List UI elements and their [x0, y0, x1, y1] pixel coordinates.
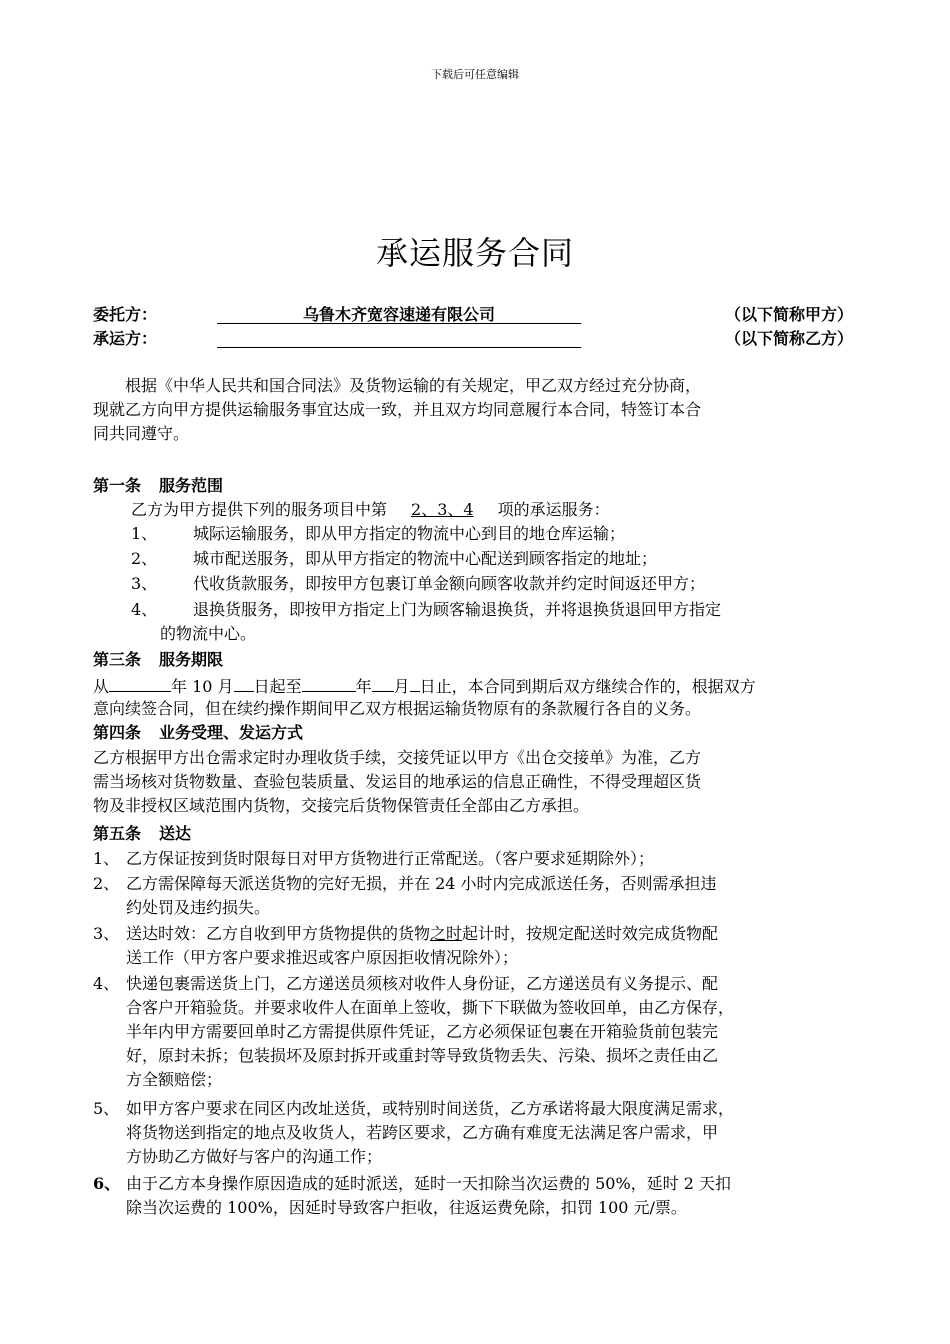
article1-item-cont: 的物流中心。: [160, 624, 257, 643]
article5-line: 如甲方客户要求在同区内改址送货，或特别时间送货，乙方承诺将最大限度满足需求，: [126, 1099, 735, 1118]
service-items-field[interactable]: 2、3、4: [411, 500, 474, 519]
article4-number: 第四条: [93, 723, 142, 742]
article4-line: 物及非授权区域范围内货物，交接完后货物保管责任全部由乙方承担。: [93, 796, 590, 815]
article1-item-text: 城市配送服务，即从甲方指定的物流中心配送到顾客指定的地址；: [193, 549, 658, 568]
start-year-field[interactable]: [109, 673, 171, 692]
article5-line-part: 送达时效：乙方自收到甲方货物提供的货物: [126, 924, 431, 943]
article5-item-number: 2、: [93, 874, 120, 893]
header-note: 下载后可任意编辑: [431, 68, 519, 81]
article5-line: 合客户开箱验货。并要求收件人在面单上签收，撕下下联做为签收回单，由乙方保存，: [126, 998, 735, 1017]
article1-item: 3、: [131, 574, 158, 593]
article3-number: 第三条: [93, 650, 142, 669]
article1-lead-text-after: 项的承运服务：: [497, 500, 610, 519]
article5-item: [126, 922, 846, 970]
article5-item-number: 1、: [93, 849, 120, 868]
article4-title: 业务受理、发运方式: [159, 723, 304, 742]
article5-line: 快递包裹需送货上门，乙方递送员须核对收件人身份证，乙方递送员有义务提示、配: [126, 974, 719, 993]
term-month2: 月: [393, 677, 410, 696]
carrier-name-field[interactable]: [217, 326, 581, 348]
article1-item-text: 退换货服务，即按甲方指定上门为顾客输退换货，并将退换货退回甲方指定: [193, 600, 722, 619]
article5-item-number: 4、: [93, 974, 120, 993]
article4-line: 乙方根据甲方出仓需求定时办理收货手续，交接凭证以甲方《出仓交接单》为准，乙方: [93, 748, 702, 767]
end-month-field[interactable]: [372, 673, 394, 692]
article5-item-number: 6、: [93, 1174, 121, 1193]
term-from: 从: [93, 677, 110, 696]
term-year2: 年: [355, 677, 372, 696]
article1-title: 服务范围: [159, 476, 224, 495]
article5-line: 除当次运费的 100%，因延时导致客户拒收，往返运费免除，扣罚 100 元/票。: [126, 1198, 687, 1217]
article5-line: 方全额赔偿；: [126, 1070, 223, 1089]
article4-line: 需当场核对货物数量、查验包装质量、发运目的地承运的信息正确性，不得受理超区货: [93, 772, 702, 791]
page-title: 承运服务合同: [375, 234, 574, 272]
end-day-field[interactable]: [410, 673, 420, 692]
article1-lead-text: 乙方为甲方提供下列的服务项目中第: [131, 500, 388, 519]
article5-item: [126, 847, 846, 871]
article3-title: 服务期限: [159, 650, 224, 669]
article5-line: 乙方保证按到货时限每日对甲方货物进行正常配送。（客户要求延期除外）；: [126, 849, 655, 868]
term-year1: 年 10 月: [171, 677, 234, 696]
article1-number: 第一条: [93, 476, 142, 495]
article1-item: 2、: [131, 549, 158, 568]
article5-line-underlined: 之时: [430, 924, 463, 943]
article1-heading: [93, 474, 838, 498]
article5-line: 好，原封未拆；包装损坏及原封拆开或重封等导致货物丢失、污染、损坏之责任由乙: [126, 1046, 719, 1065]
article1-item-text: 代收货款服务，即按甲方包裹订单金额向顾客收款并约定时间返还甲方；: [193, 574, 706, 593]
term-rest: 日止，本合同到期后双方继续合作的，根据双方: [419, 677, 756, 696]
article5-line: 将货物送到指定的地点及收货人，若跨区要求，乙方确有难度无法满足客户需求，甲: [126, 1123, 719, 1142]
article5-line: 约处罚及违约损失。: [126, 898, 271, 917]
article5-line: [126, 922, 846, 946]
article5-item: [126, 872, 846, 920]
intro-paragraph: [93, 374, 838, 446]
article1-lead: [131, 498, 876, 522]
carrier-note: （以下简称乙方）: [724, 329, 853, 348]
article5-number: 第五条: [93, 824, 142, 843]
consignor-label: 委托方：: [93, 305, 158, 324]
article5-line: 方协助乙方做好与客户的沟通工作；: [126, 1147, 383, 1166]
start-day-field[interactable]: [234, 673, 254, 692]
intro-line: 根据《中华人民共和国合同法》及货物运输的有关规定，甲乙双方经过充分协商，: [125, 376, 702, 395]
article5-title: 送达: [159, 824, 192, 843]
article3-heading: [93, 648, 838, 672]
article5-heading: [93, 822, 838, 846]
article5-line: 乙方需保障每天派送货物的完好无损，并在 24 小时内完成派送任务，否则需承担违: [126, 874, 717, 893]
article5-line: 送工作（甲方客户要求推迟或客户原因拒收情况除外）；: [126, 948, 519, 967]
article5-line: 由于乙方本身操作原因造成的延时派送，延时一天扣除当次运费的 50%，延时 2 天扣: [126, 1174, 732, 1193]
article5-item-number: 5、: [93, 1099, 120, 1118]
carrier-row: [93, 326, 853, 352]
intro-line: 同共同遵守。: [93, 424, 190, 443]
item-number: 1、: [131, 524, 158, 543]
article5-line: 半年内甲方需要回单时乙方需提供原件凭证，乙方必须保证包裹在开箱验货前包装完: [126, 1022, 719, 1041]
article1-item: [131, 522, 157, 546]
term-day1: 日起至: [253, 677, 302, 696]
consignor-name-field[interactable]: 乌鲁木齐宽容速递有限公司: [217, 302, 581, 324]
article1-item-text: 城际运输服务，即从甲方指定的物流中心到目的地仓库运输；: [193, 524, 626, 543]
consignor-row: [93, 302, 853, 328]
article5-item: [126, 1172, 846, 1220]
article5-item: [126, 1097, 856, 1169]
intro-line: 现就乙方向甲方提供运输服务事宜达成一致，并且双方均同意履行本合同，特签订本合: [93, 400, 702, 419]
article1-item: 4、: [131, 600, 158, 619]
article3-term-line: [93, 673, 838, 699]
end-year-field[interactable]: [302, 673, 356, 692]
consignor-note: （以下简称甲方）: [724, 305, 853, 324]
article3-line2: 意向续签合同，但在续约操作期间甲乙双方根据运输货物原有的条款履行各自的义务。: [93, 699, 702, 718]
article4-heading: [93, 721, 838, 745]
article5-item-number: 3、: [93, 924, 120, 943]
article5-item: [126, 972, 856, 1092]
article5-line-part: 起计时，按规定配送时效完成货物配: [462, 924, 719, 943]
article4-paragraph: [93, 746, 838, 818]
carrier-label: 承运方：: [93, 329, 158, 348]
